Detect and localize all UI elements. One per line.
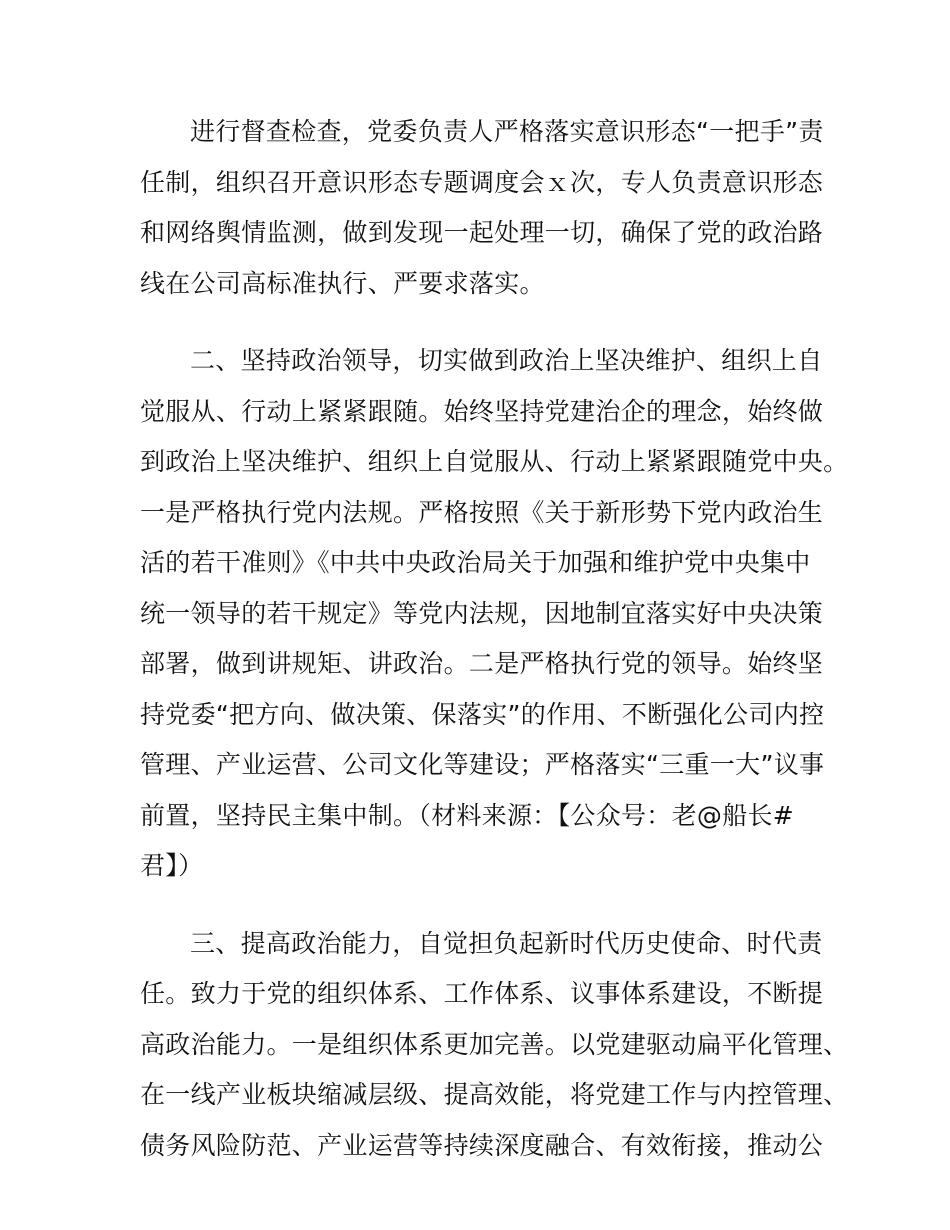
- text-line: 任。致力于党的组织体系、工作体系、议事体系建设，不断提: [140, 979, 824, 1008]
- text-line: 君】）: [140, 851, 204, 880]
- text-line: 到政治上坚决维护、组织上自觉服从、行动上紧紧跟随党中央。: [140, 447, 849, 476]
- text-line: 三、提高政治能力，自觉担负起新时代历史使命、时代责: [190, 928, 823, 958]
- document-body: [140, 107, 849, 1171]
- text-line: 线在公司高标准执行、严要求落实。: [140, 268, 545, 298]
- text-line: 前置，坚持民主集中制。（材料来源：【公众号：老@船长#: [140, 800, 795, 830]
- paragraph-3: [140, 919, 849, 1172]
- text-line: 债务风险防范、产业运营等持续深度融合、有效衔接，推动公: [140, 1130, 824, 1160]
- paragraph-1: [140, 107, 824, 309]
- text-line: 统一领导的若干规定》等党内法规，因地制宜落实好中央决策: [140, 598, 824, 628]
- paragraph-2: [140, 336, 849, 892]
- text-line: 高政治能力。一是组织体系更加完善。以党建驱动扁平化管理、: [140, 1029, 849, 1059]
- text-line: 进行督查检查，党委负责人严格落实意识形态“一把手”责: [190, 117, 824, 146]
- text-line: 部署，做到讲规矩、讲政治。二是严格执行党的领导。始终坚: [140, 649, 824, 678]
- text-line: 和网络舆情监测，做到发现一起处理一切，确保了党的政治路: [140, 218, 824, 247]
- text-line: 持党委“把方向、做决策、保落实”的作用、不断强化公司内控: [140, 699, 825, 729]
- text-line: 管理、产业运营、公司文化等建设；严格落实“三重一大”议事: [140, 750, 825, 779]
- text-line: 在一线产业板块缩减层级、提高效能，将党建工作与内控管理、: [140, 1080, 849, 1109]
- text-line: 任制，组织召开意识形态专题调度会ｘ次，专人负责意识形态: [140, 167, 824, 197]
- text-line: 二、坚持政治领导，切实做到政治上坚决维护、组织上自: [190, 346, 823, 375]
- text-line: 一是严格执行党内法规。严格按照《关于新形势下党内政治生: [140, 497, 824, 527]
- text-line: 活的若干准则》《中共中央政治局关于加强和维护党中央集中: [140, 548, 811, 577]
- text-line: 觉服从、行动上紧紧跟随。始终坚持党建治企的理念，始终做: [140, 396, 824, 426]
